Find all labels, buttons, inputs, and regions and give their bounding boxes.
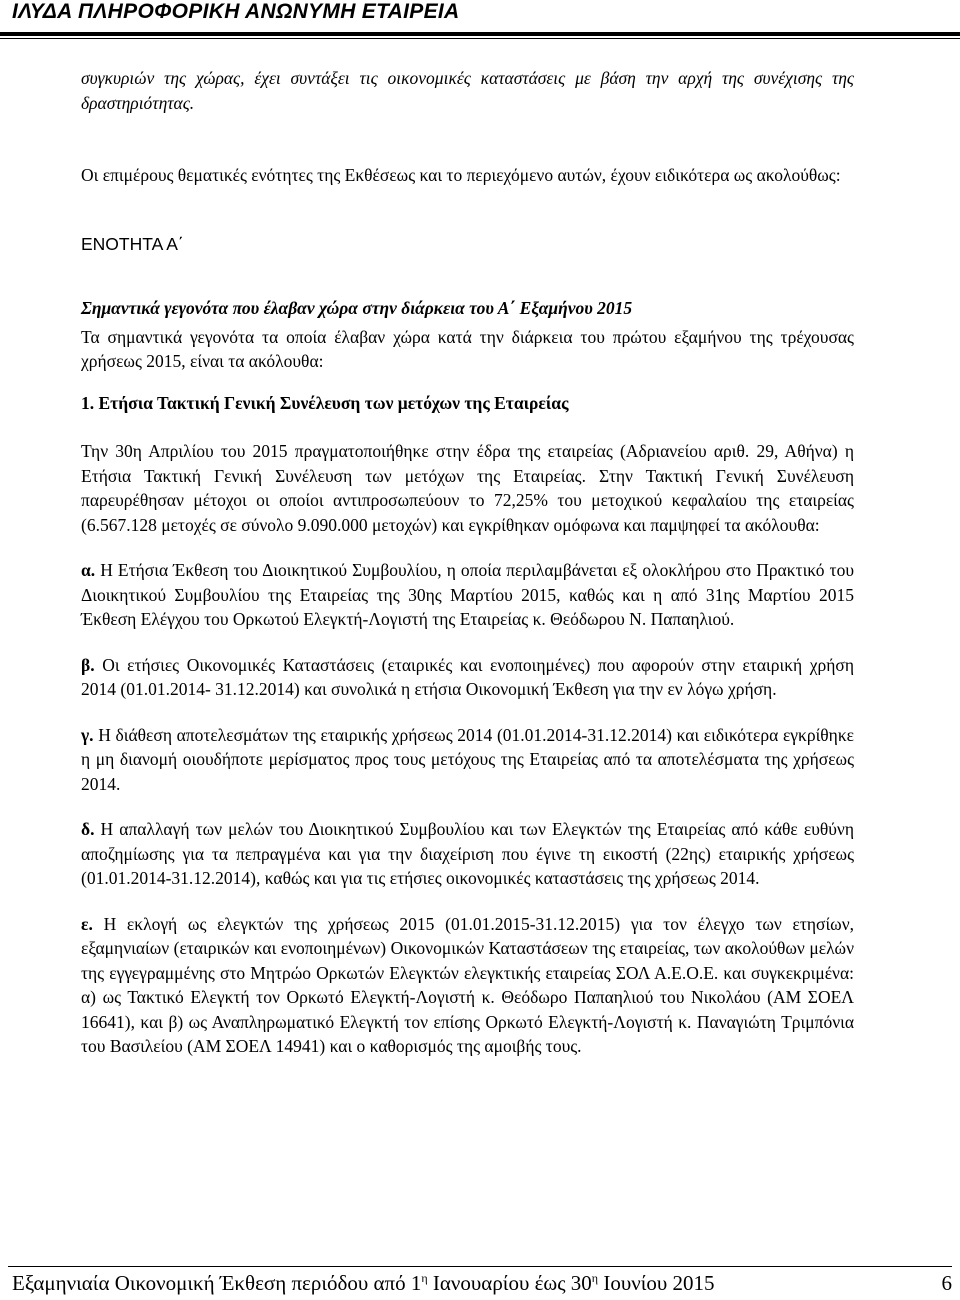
page-header [0, 0, 960, 40]
section-heading: ΕΝΟΤΗΤΑ Α΄ [81, 233, 184, 254]
section-lead-paragraph: Τα σημαντικά γεγονότα τα οποία έλαβαν χώρα κατά την διάρκεια του πρώτου εξαμήνου της τρέχουσας χρήσεως 2015, είναι τα ακόλουθα: [81, 326, 854, 371]
list-item-text: Η διάθεση αποτελεσμάτων της εταιρικής χρήσεως 2014 (01.01.2014-31.12.2014) και ειδικότερα εγκρίθηκε η μη διανομή οιουδήποτε μερίσματος προς τους μετόχους της Εταιρείας από τα αποτελέσματα της χρήσεως 2014. [81, 724, 854, 794]
section-subtitle: Σημαντικά γεγονότα που έλαβαν χώρα στην διάρκεια του Α΄ Εξαμήνου 2015 [81, 298, 633, 318]
page-number: 6 [941, 1271, 952, 1295]
list-item-label: δ. [81, 819, 95, 839]
list-item-label: ε. [81, 913, 93, 934]
list-item-label: γ. [81, 724, 94, 745]
list-item-a [81, 558, 854, 632]
intro-paragraph: συγκυριών της χώρας, έχει συντάξει τις οικονομικές καταστάσεις με βάση την αρχή της συνέχισης της δραστηριότητας. [81, 68, 854, 113]
header-rule-thick [0, 32, 960, 36]
company-title: ΙΛΥΔΑ ΠΛΗΡΟΦΟΡΙΚΗ ΑΝΩΝΥΜΗ ΕΤΑΙΡΕΙΑ [12, 0, 460, 23]
list-item-text: Οι ετήσιες Οικονομικές Καταστάσεις (εταιρικές και ενοποιημένες) που αφορούν στην εταιρική χρήση 2014 (01.01.2014- 31.12.2014) και συνολικά η ετήσια Οικονομική Έκθεση για την εν λόγω χρήση. [81, 654, 854, 699]
list-item-text: Η απαλλαγή των μελών του Διοικητικού Συμβουλίου και των Ελεγκτών της Εταιρείας από κάθε ευθύνη αποζημίωσης για τα πεπραγμένα και για την διαχείριση που έγινε τη εικοστή (22ης) εταιρικής χρήσεως (01.01.2014-31.12.2014), καθώς και για τις ετήσιες οικονομικές καταστάσεις της χρήσεως 2014. [81, 819, 854, 888]
footer-text-part: Εξαμηνιαία Οικονομική Έκθεση περιόδου από 1 [12, 1271, 422, 1295]
footer-superscript: η [591, 1271, 599, 1285]
list-item-text: Η Ετήσια Έκθεση του Διοικητικού Συμβουλίου, η οποία περιλαμβάνεται εξ ολοκλήρου στο Πρακτικό του Διοικητικού Συμβουλίου της Εταιρείας της 30ης Μαρτίου 2015, καθώς και η από 31ης Μαρτίου 2015 Έκθεση Ελέγχου του Ορκωτού Ελεγκτή-Λογιστή της Εταιρείας κ. Θεόδωρου Ν. Παπαηλιού. [81, 560, 854, 629]
list-item-b [81, 653, 854, 702]
footer-text [12, 1271, 715, 1296]
footer-rule [8, 1266, 952, 1267]
footer-superscript: η [421, 1271, 428, 1285]
sections-intro-paragraph: Οι επιμέρους θεματικές ενότητες της Εκθέσεως και το περιεχόμενο αυτών, έχουν ειδικότερα ως ακολούθως: [81, 165, 841, 185]
list-item-label: α. [81, 560, 96, 580]
list-item-c [81, 723, 854, 797]
list-item-text: Η εκλογή ως ελεγκτών της χρήσεως 2015 (01.01.2015-31.12.2015) για τον έλεγχο των ετησίων, εξαμηνιαίων (εταιρικών και ενοποιημένων) Οικονομικών Καταστάσεων της εταιρείας, των ακολούθων μελών της εγγεγραμμένης στο Μητρώο Ορκωτών Ελεγκτών ελεγκτικής εταιρείας ΣΟΛ Α.Ε.Ο.Ε. και συγκεκριμένα: α) ως Τακτικό Ελεγκτή τον Ορκωτό Ελεγκτή-Λογιστή κ. Θεόδωρο Παπαηλιού του Νικολάου (ΑΜ ΣΟΕΛ 16641), και β) ως Αναπληρωματικό Ελεγκτή τον επίσης Ορκωτό Ελεγκτή-Λογιστή κ. Παναγιώτη Τριμπόνια του Βασιλείου (ΑΜ ΣΟΕΛ 14941) και ο καθορισμός της αμοιβής τους. [81, 913, 854, 1056]
list-item-d [81, 817, 854, 891]
footer-text-part: Ιανουαρίου έως 30 [427, 1271, 592, 1295]
item-paragraph: Την 30η Απριλίου του 2015 πραγματοποιήθηκε στην έδρα της εταιρείας (Αδριανείου αριθ. 29, Αθήνα) η Ετήσια Τακτική Γενική Συνέλευση των μετόχων της Εταιρείας. Στην Τακτική Γενική Συνέλευση παρευρέθησαν μέτοχοι οι οποίοι αντιπροσωπεύουν το 72,25% του μετοχικού κεφαλαίου της εταιρείας (6.567.128 μετοχές σε σύνολο 9.090.000 μετοχών) και εγκρίθηκαν ομόφωνα και παμψηφεί τα ακόλουθα: [81, 441, 854, 535]
footer-text-part: Ιουνίου 2015 [598, 1271, 715, 1295]
list-item-label: β. [81, 654, 95, 675]
document-body [81, 66, 854, 1059]
page-footer [0, 1266, 960, 1300]
header-rule-thin [0, 38, 960, 39]
list-item-e [81, 912, 854, 1059]
item-title: 1. Ετήσια Τακτική Γενική Συνέλευση των μετόχων της Εταιρείας [81, 392, 569, 413]
